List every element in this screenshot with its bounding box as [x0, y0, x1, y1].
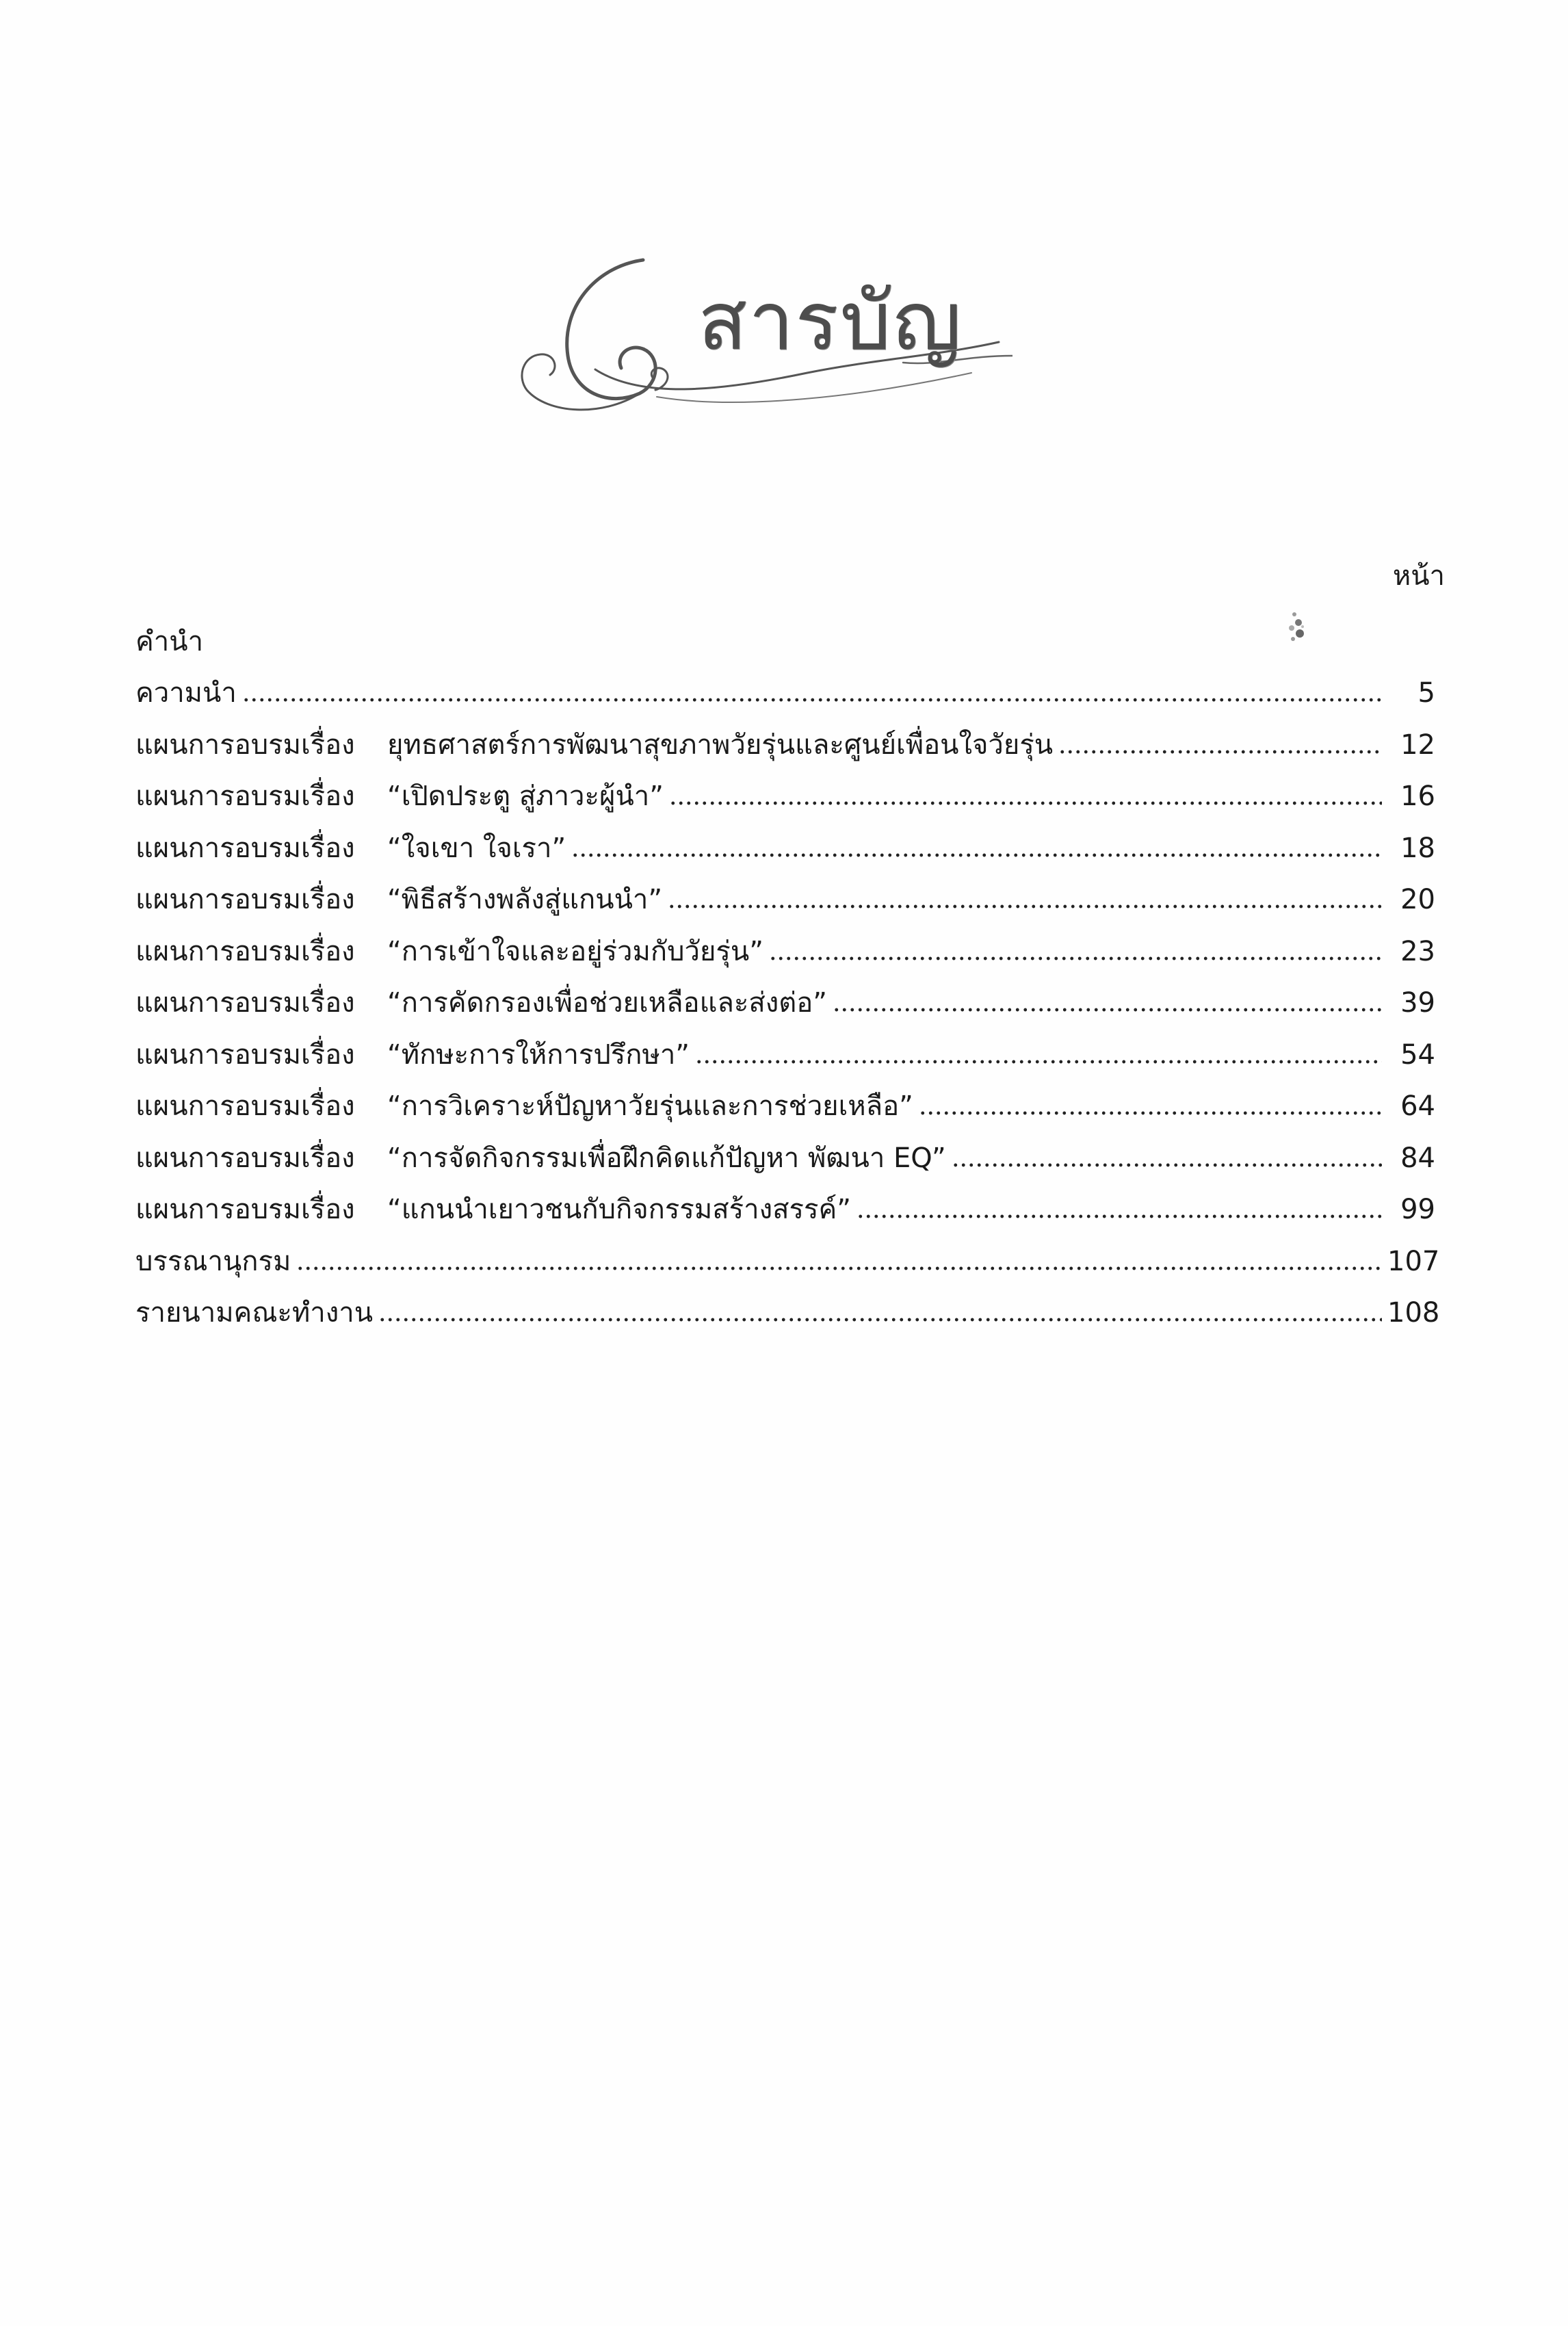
toc-entry-title: “ทักษะการให้การปรึกษา” [387, 1038, 690, 1071]
toc-entry-title: ยุทธศาสตร์การพัฒนาสุขภาพวัยรุ่นและศูนย์เพื่อนใจวัยรุ่น [387, 729, 1054, 761]
toc-entry-prefix: แผนการอบรมเรื่อง [135, 987, 355, 1019]
toc-entry-page: 39 [1400, 987, 1435, 1019]
toc-dot-leader [857, 1196, 1382, 1223]
toc-entry-title: คำนำ [135, 625, 204, 657]
toc-entry-title: “เปิดประตู สู่ภาวะผู้นำ” [387, 781, 664, 813]
toc-dot-leader [919, 1093, 1382, 1120]
toc-entry-title: “การคัดกรองเพื่อช่วยเหลือและส่งต่อ” [387, 987, 828, 1019]
toc-entry[interactable] [135, 1029, 1435, 1081]
page-title: สารบัญ [698, 274, 963, 368]
toc-entry[interactable] [135, 668, 1435, 720]
toc-entry-title: “การจัดกิจกรรมเพื่อฝึกคิดแก้ปัญหา พัฒนา EQ” [387, 1142, 946, 1174]
toc-dot-leader [242, 679, 1382, 707]
toc-entry-prefix: แผนการอบรมเรื่อง [135, 832, 355, 864]
toc-entry-page: 108 [1387, 1297, 1440, 1329]
page-number-column-header: หน้า [1392, 560, 1445, 592]
toc-dot-leader [668, 886, 1382, 913]
toc-entry[interactable] [135, 978, 1435, 1030]
toc-entry-title: “พิธีสร้างพลังสู่แกนนำ” [387, 884, 663, 916]
toc-entry-prefix: แผนการอบรมเรื่อง [135, 1090, 355, 1123]
toc-entry-page: 20 [1400, 884, 1435, 916]
toc-entry[interactable] [135, 1132, 1435, 1184]
toc-entry-prefix: แผนการอบรมเรื่อง [135, 729, 355, 761]
toc-entry-page: 12 [1400, 729, 1435, 761]
toc-entry-title: “การวิเคราะห์ปัญหาวัยรุ่นและการช่วยเหลือ” [387, 1090, 913, 1123]
toc-entry-page: 23 [1400, 935, 1435, 967]
toc-dot-leader [769, 938, 1382, 965]
toc-entry-title: “แกนนำเยาวชนกับกิจกรรมสร้างสรรค์” [387, 1194, 851, 1226]
toc-dot-leader [1058, 731, 1382, 759]
toc-entry[interactable] [135, 1184, 1435, 1236]
toc-dot-leader [571, 835, 1382, 862]
toc-entry[interactable] [135, 1236, 1440, 1288]
toc-entry[interactable] [135, 926, 1435, 978]
toc-entry[interactable] [135, 874, 1435, 926]
toc-entry-page: 107 [1387, 1245, 1440, 1277]
toc-entry-page: 64 [1400, 1090, 1435, 1123]
toc-dot-leader [833, 989, 1382, 1017]
toc-entry-title: “ใจเขา ใจเรา” [387, 832, 566, 864]
toc-entry-page: 18 [1400, 832, 1435, 864]
toc-entry[interactable] [135, 822, 1435, 874]
toc-entry-prefix: แผนการอบรมเรื่อง [135, 781, 355, 813]
toc-entry-prefix: แผนการอบรมเรื่อง [135, 935, 355, 967]
toc-entry-prefix: แผนการอบรมเรื่อง [135, 884, 355, 916]
toc-entry-title: รายนามคณะทำงาน [135, 1297, 374, 1329]
toc-entry-prefix: แผนการอบรมเรื่อง [135, 1142, 355, 1174]
toc-entry-title: บรรณานุกรม [135, 1245, 291, 1277]
toc-entry-page: 99 [1400, 1194, 1435, 1226]
toc-entry-prefix: แผนการอบรมเรื่อง [135, 1194, 355, 1226]
toc-entry[interactable] [135, 616, 1435, 668]
toc-entry-title: ความนำ [135, 677, 237, 709]
toc-entry-prefix: แผนการอบรมเรื่อง [135, 1038, 355, 1071]
toc-entry-title: “การเข้าใจและอยู่ร่วมกับวัยรุ่น” [387, 935, 763, 967]
toc-entry-page: 5 [1417, 677, 1435, 709]
toc-entry-page: 84 [1400, 1142, 1435, 1174]
table-of-contents [135, 616, 1440, 1339]
toc-entry[interactable] [135, 719, 1435, 771]
toc-entry-page: 16 [1400, 781, 1435, 813]
toc-entry-page: 54 [1400, 1038, 1435, 1071]
toc-dot-leader [296, 1248, 1382, 1275]
toc-entry[interactable] [135, 1288, 1440, 1340]
toc-dot-leader [695, 1041, 1382, 1069]
toc-dot-leader [378, 1299, 1382, 1327]
toc-entry[interactable] [135, 771, 1435, 823]
toc-dot-leader [952, 1145, 1382, 1172]
toc-entry[interactable] [135, 1081, 1435, 1133]
toc-dot-leader [669, 783, 1382, 810]
